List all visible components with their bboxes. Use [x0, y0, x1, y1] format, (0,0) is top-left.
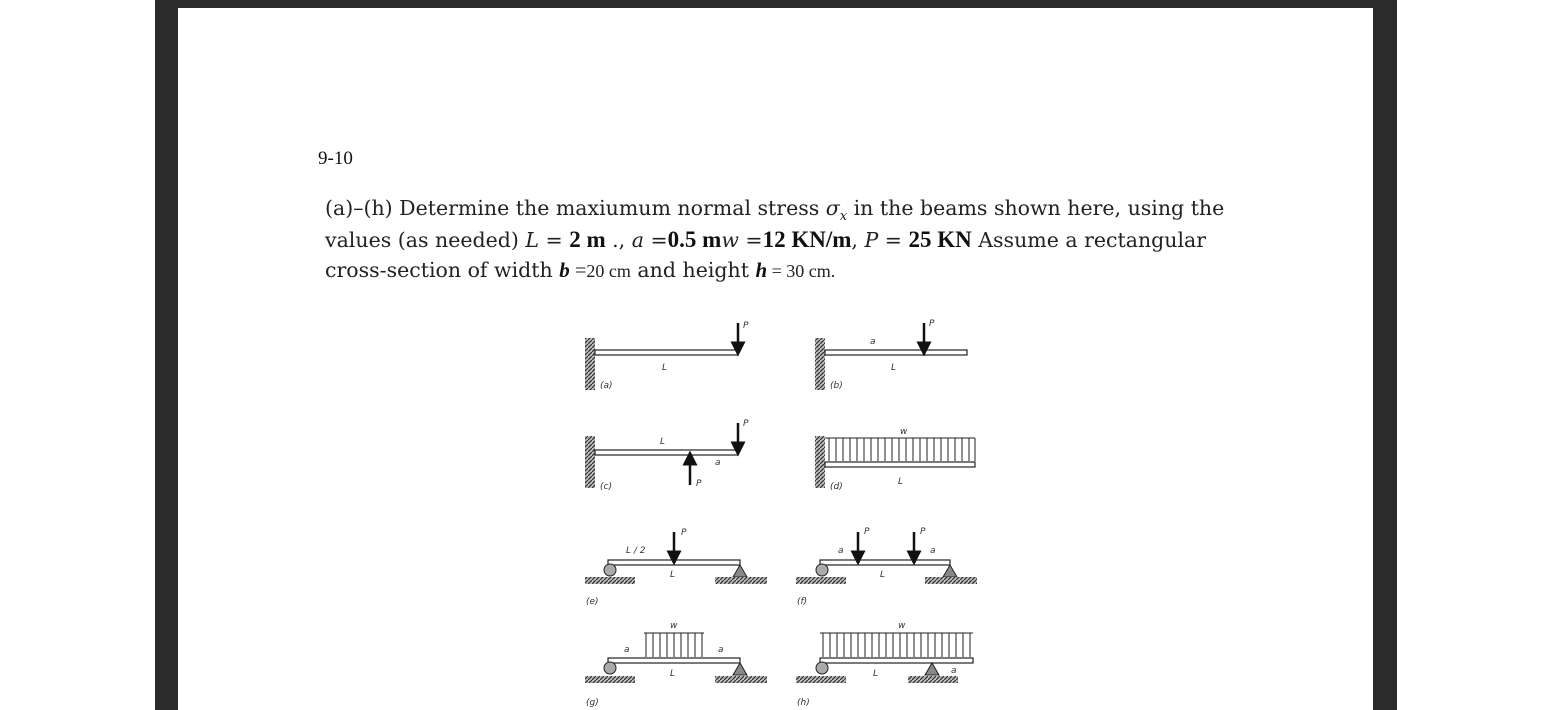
label-a: a [951, 666, 957, 676]
caption-f: (f) [797, 597, 808, 607]
caption-d: (d) [830, 482, 843, 492]
beam [825, 462, 975, 467]
label-a-right: a [930, 546, 936, 556]
a-value: 0.5 m [667, 227, 722, 252]
beam [820, 658, 973, 663]
beam [595, 450, 738, 455]
label-L: L [880, 570, 886, 580]
text-segment: and height [630, 258, 756, 282]
figure-g [585, 621, 767, 708]
label-w: w [670, 621, 678, 631]
label-a-right: a [718, 645, 724, 655]
label-L: L [670, 669, 676, 679]
L-variable: L [525, 228, 539, 252]
separator: , [851, 228, 865, 252]
sigma-subscript: x [839, 209, 848, 225]
text-segment: values (as needed) [325, 228, 526, 252]
equals: = [878, 228, 909, 252]
ground-left [585, 577, 635, 584]
h-variable: h [755, 258, 768, 282]
beam [595, 350, 738, 355]
beam [820, 560, 950, 565]
ground-right [908, 676, 958, 683]
equals: = [538, 228, 570, 252]
figure-c [585, 419, 749, 492]
ground-left [796, 676, 846, 683]
b-variable: b [559, 258, 570, 282]
equals: = [643, 228, 668, 252]
label-L-half: L / 2 [626, 546, 646, 556]
label-L: L [662, 363, 668, 373]
label-w: w [898, 621, 906, 631]
label-P-bottom: P [696, 479, 702, 489]
w-value: 12 KN/m [762, 227, 852, 252]
ground-left [796, 577, 846, 584]
fixed-wall [815, 436, 825, 488]
pin-support [943, 565, 957, 577]
caption-h: (h) [797, 698, 810, 708]
label-a-left: a [624, 645, 630, 655]
L-value: 2 m [569, 227, 606, 252]
separator: ., [605, 228, 632, 252]
h-value: = 30 cm. [767, 261, 836, 281]
label-a-left: a [838, 546, 844, 556]
caption-c: (c) [600, 482, 612, 492]
label-L: L [670, 570, 676, 580]
pin-support [925, 663, 939, 675]
equals: = [569, 260, 587, 282]
figure-d [815, 427, 975, 492]
w-variable: w [721, 228, 739, 252]
P-variable: P [864, 228, 879, 252]
distributed-load-arrows [646, 633, 702, 657]
label-a: a [870, 337, 876, 347]
fixed-wall [815, 338, 825, 390]
beam [608, 560, 740, 565]
distributed-load-arrows [823, 633, 970, 657]
label-L: L [660, 437, 666, 447]
distributed-load-arrows [829, 438, 975, 461]
ground-right [925, 577, 977, 584]
roller-support [604, 564, 616, 576]
text-segment: cross-section of width [325, 258, 560, 282]
b-value: 20 cm [586, 261, 631, 281]
caption-e: (e) [586, 597, 599, 607]
pin-support [733, 663, 747, 675]
figure-f [796, 527, 977, 607]
caption-g: (g) [586, 698, 599, 708]
ground-left [585, 676, 635, 683]
text-segment: in the beams shown here, using the [847, 196, 1225, 220]
beam [608, 658, 740, 663]
figure-b [815, 319, 967, 391]
problem-number: 9-10 [318, 148, 353, 169]
text-segment: Assume a rectangular [971, 228, 1207, 252]
roller-support [816, 662, 828, 674]
label-P: P [743, 321, 749, 331]
label-w: w [900, 427, 908, 437]
P-value: 25 KN [908, 227, 972, 252]
text-segment: (a)–(h) Determine the maxiumum normal stress [325, 196, 826, 220]
roller-support [816, 564, 828, 576]
label-P: P [681, 528, 687, 538]
caption-b: (b) [830, 381, 843, 391]
roller-support [604, 662, 616, 674]
label-L: L [898, 477, 904, 487]
ground-right [715, 676, 767, 683]
label-L: L [891, 363, 897, 373]
label-P-right: P [920, 527, 926, 537]
beam [825, 350, 967, 355]
ground-right [715, 577, 767, 584]
label-P: P [929, 319, 935, 329]
fixed-wall [585, 338, 595, 390]
label-P-left: P [864, 527, 870, 537]
figure-e [585, 528, 767, 607]
label-a: a [715, 458, 721, 468]
pin-support [733, 565, 747, 577]
a-variable: a [631, 228, 644, 252]
figure-h [796, 621, 973, 708]
label-L: L [873, 669, 879, 679]
figure-a [585, 321, 749, 391]
sigma-symbol: σ [825, 196, 840, 220]
fixed-wall [585, 436, 595, 488]
equals: = [738, 228, 763, 252]
label-P-top: P [743, 419, 749, 429]
caption-a: (a) [600, 381, 613, 391]
